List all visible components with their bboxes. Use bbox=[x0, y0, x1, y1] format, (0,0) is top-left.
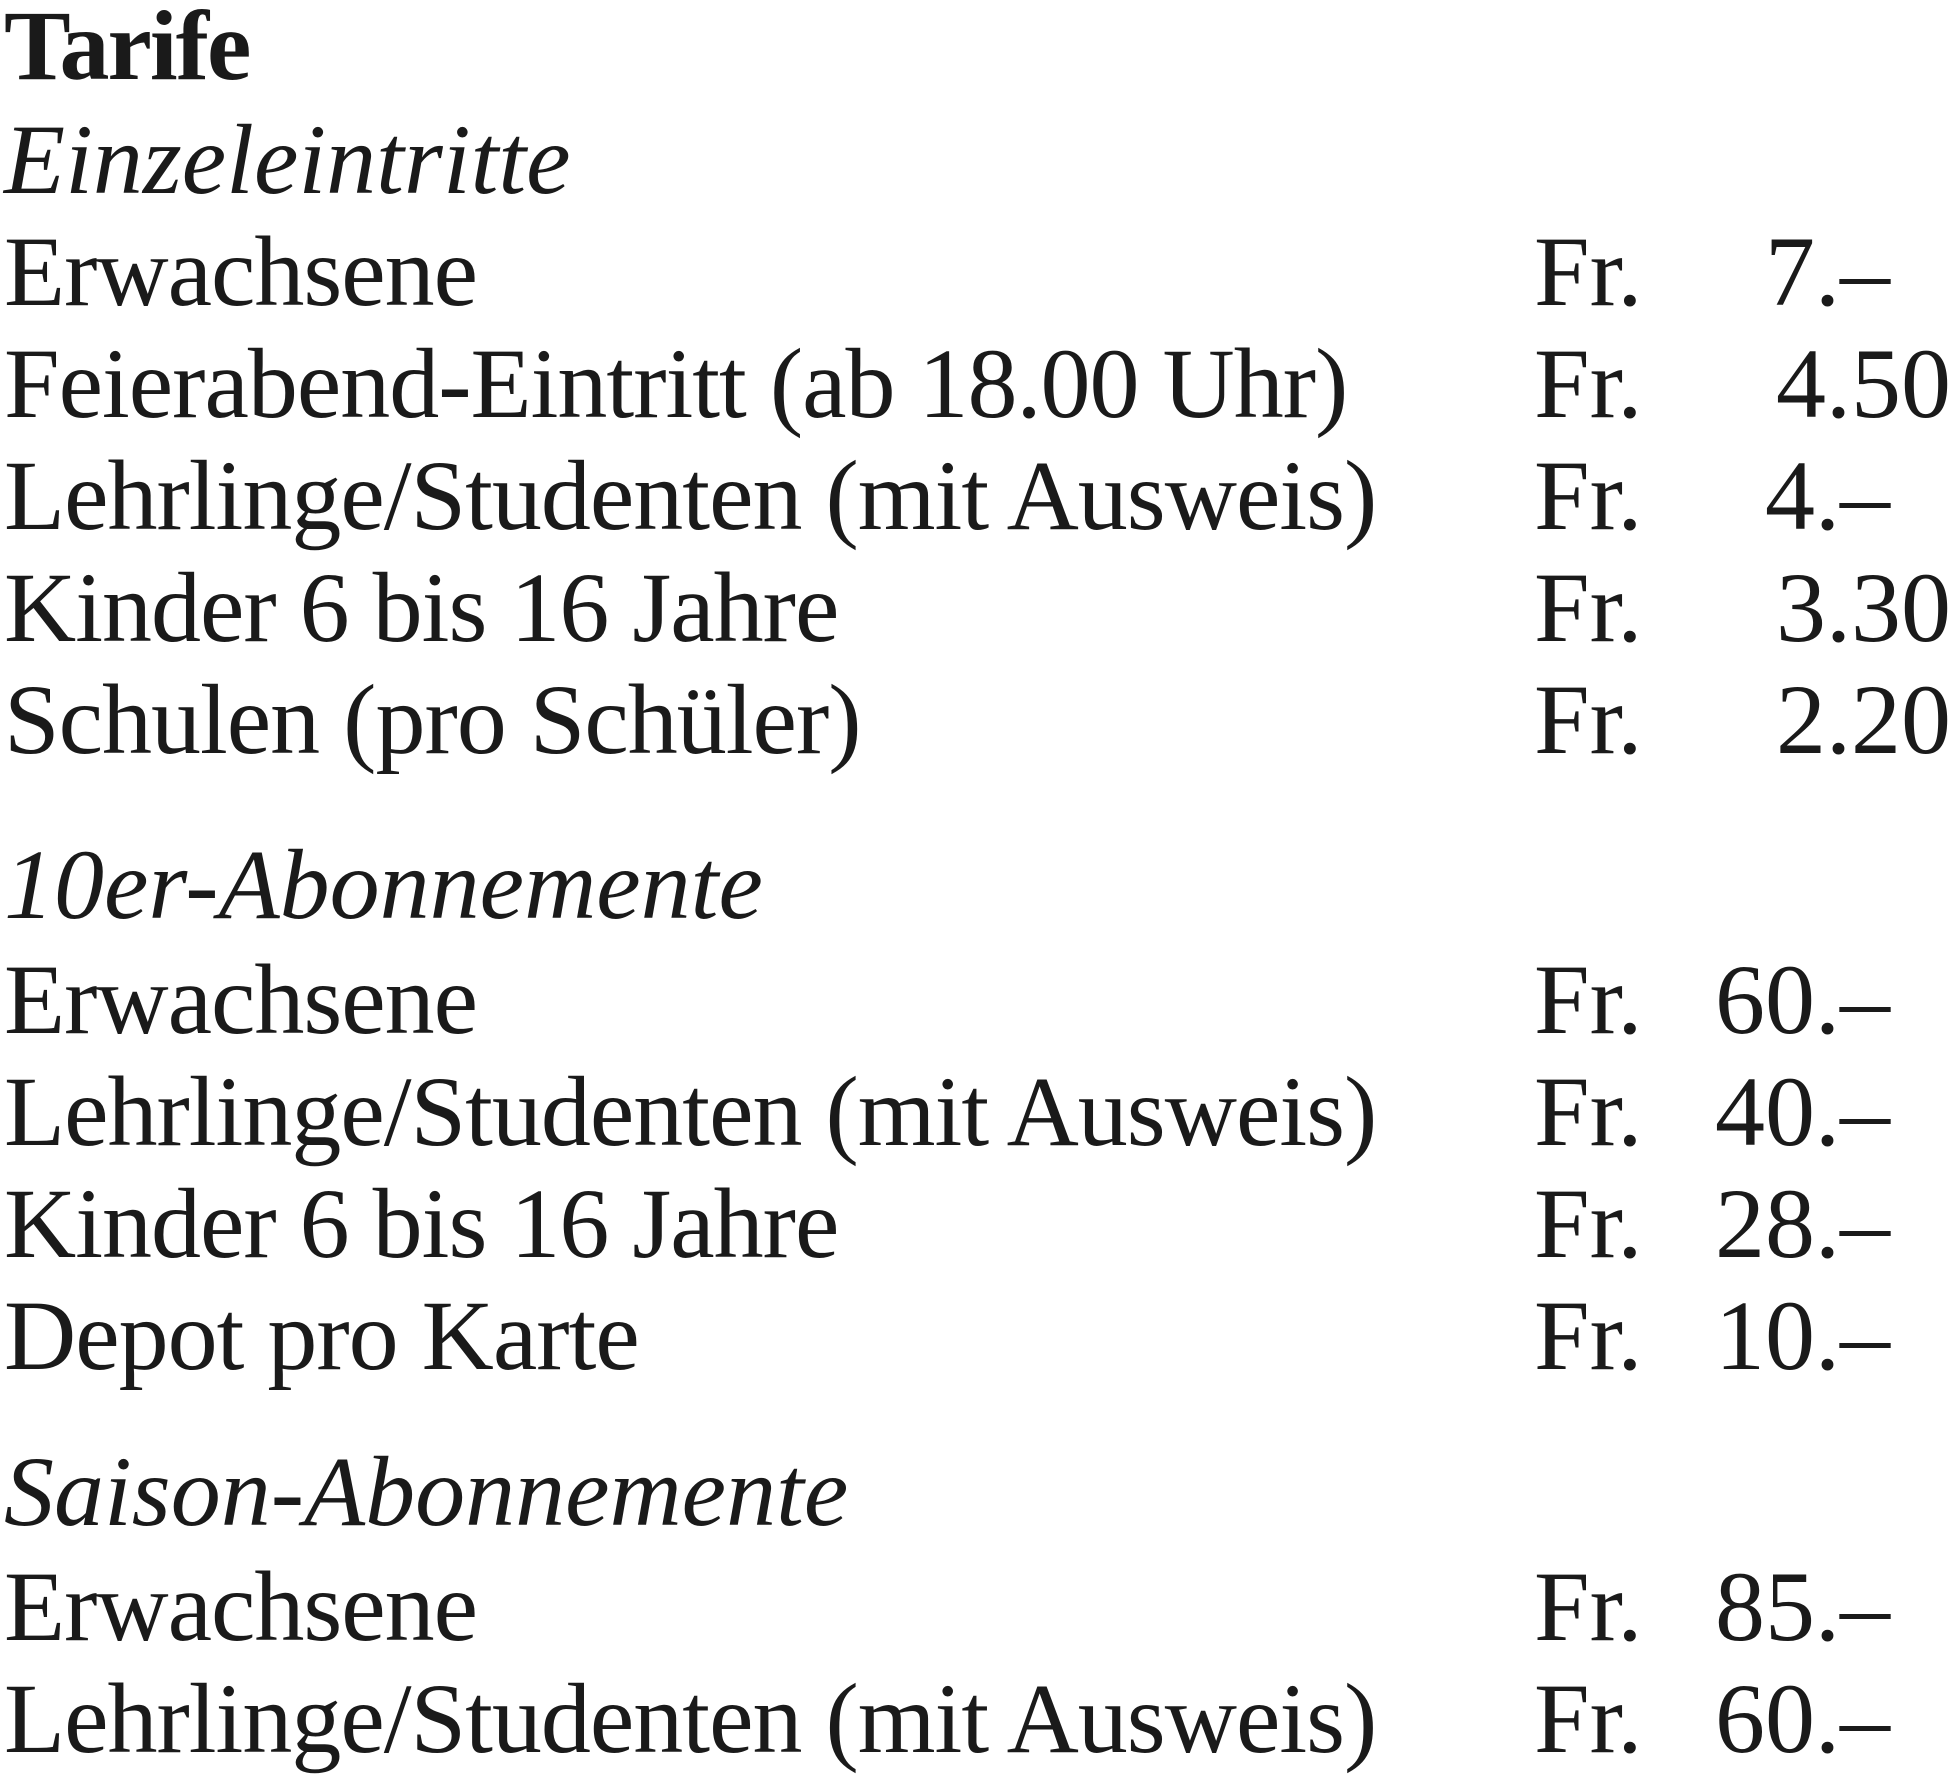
currency-label: Fr. bbox=[1534, 440, 1643, 551]
tariff-row bbox=[4, 328, 1951, 446]
tariff-price: 2.20 bbox=[1776, 664, 1951, 775]
tariff-label: Schulen (pro Schüler) bbox=[4, 664, 861, 775]
price-list-document bbox=[4, 0, 1951, 1774]
currency-label: Fr. bbox=[1534, 944, 1643, 1055]
tariff-price: 7.– bbox=[1765, 216, 1890, 327]
currency-label: Fr. bbox=[1534, 664, 1643, 775]
tariff-label: Kinder 6 bis 16 Jahre bbox=[4, 1168, 839, 1279]
tariff-row bbox=[4, 1168, 1920, 1286]
tariff-row bbox=[4, 1280, 1920, 1398]
tariff-price: 28.– bbox=[1715, 1168, 1890, 1279]
currency-label: Fr. bbox=[1534, 1663, 1643, 1774]
tariff-label: Lehrlinge/Studenten (mit Ausweis) bbox=[4, 1056, 1377, 1167]
tariff-label: Depot pro Karte bbox=[4, 1280, 639, 1391]
section-heading-saison-abonnemente: Saison-Abonnemente bbox=[4, 1436, 849, 1547]
section-heading-10er-abonnemente: 10er-Abonnemente bbox=[4, 829, 763, 940]
tariff-row bbox=[4, 944, 1920, 1062]
tariff-label: Erwachsene bbox=[4, 216, 478, 327]
tariff-price: 3.30 bbox=[1776, 552, 1951, 663]
tariff-row bbox=[4, 552, 1951, 670]
tariff-price: 85.– bbox=[1715, 1551, 1890, 1662]
tariff-price: 40.– bbox=[1715, 1056, 1890, 1167]
tariff-row bbox=[4, 1663, 1920, 1781]
tariff-row bbox=[4, 1551, 1920, 1669]
section-heading-einzeleintritte: Einzeleintritte bbox=[4, 104, 571, 215]
tariff-price: 60.– bbox=[1715, 944, 1890, 1055]
tariff-label: Feierabend-Eintritt (ab 18.00 Uhr) bbox=[4, 328, 1348, 439]
tariff-row bbox=[4, 216, 1920, 334]
document-title: Tarife bbox=[4, 0, 250, 101]
currency-label: Fr. bbox=[1534, 328, 1643, 439]
currency-label: Fr. bbox=[1534, 1551, 1643, 1662]
tariff-price: 60.– bbox=[1715, 1663, 1890, 1774]
tariff-label: Lehrlinge/Studenten (mit Ausweis) bbox=[4, 1663, 1377, 1774]
currency-label: Fr. bbox=[1534, 552, 1643, 663]
tariff-label: Erwachsene bbox=[4, 1551, 478, 1662]
tariff-row bbox=[4, 664, 1951, 782]
currency-label: Fr. bbox=[1534, 1168, 1643, 1279]
tariff-price: 10.– bbox=[1715, 1280, 1890, 1391]
currency-label: Fr. bbox=[1534, 216, 1643, 327]
tariff-label: Lehrlinge/Studenten (mit Ausweis) bbox=[4, 440, 1377, 551]
tariff-row bbox=[4, 1056, 1920, 1174]
tariff-label: Erwachsene bbox=[4, 944, 478, 1055]
tariff-row bbox=[4, 440, 1920, 558]
tariff-price: 4.– bbox=[1765, 440, 1890, 551]
currency-label: Fr. bbox=[1534, 1280, 1643, 1391]
currency-label: Fr. bbox=[1534, 1056, 1643, 1167]
tariff-label: Kinder 6 bis 16 Jahre bbox=[4, 552, 839, 663]
tariff-price: 4.50 bbox=[1776, 328, 1951, 439]
